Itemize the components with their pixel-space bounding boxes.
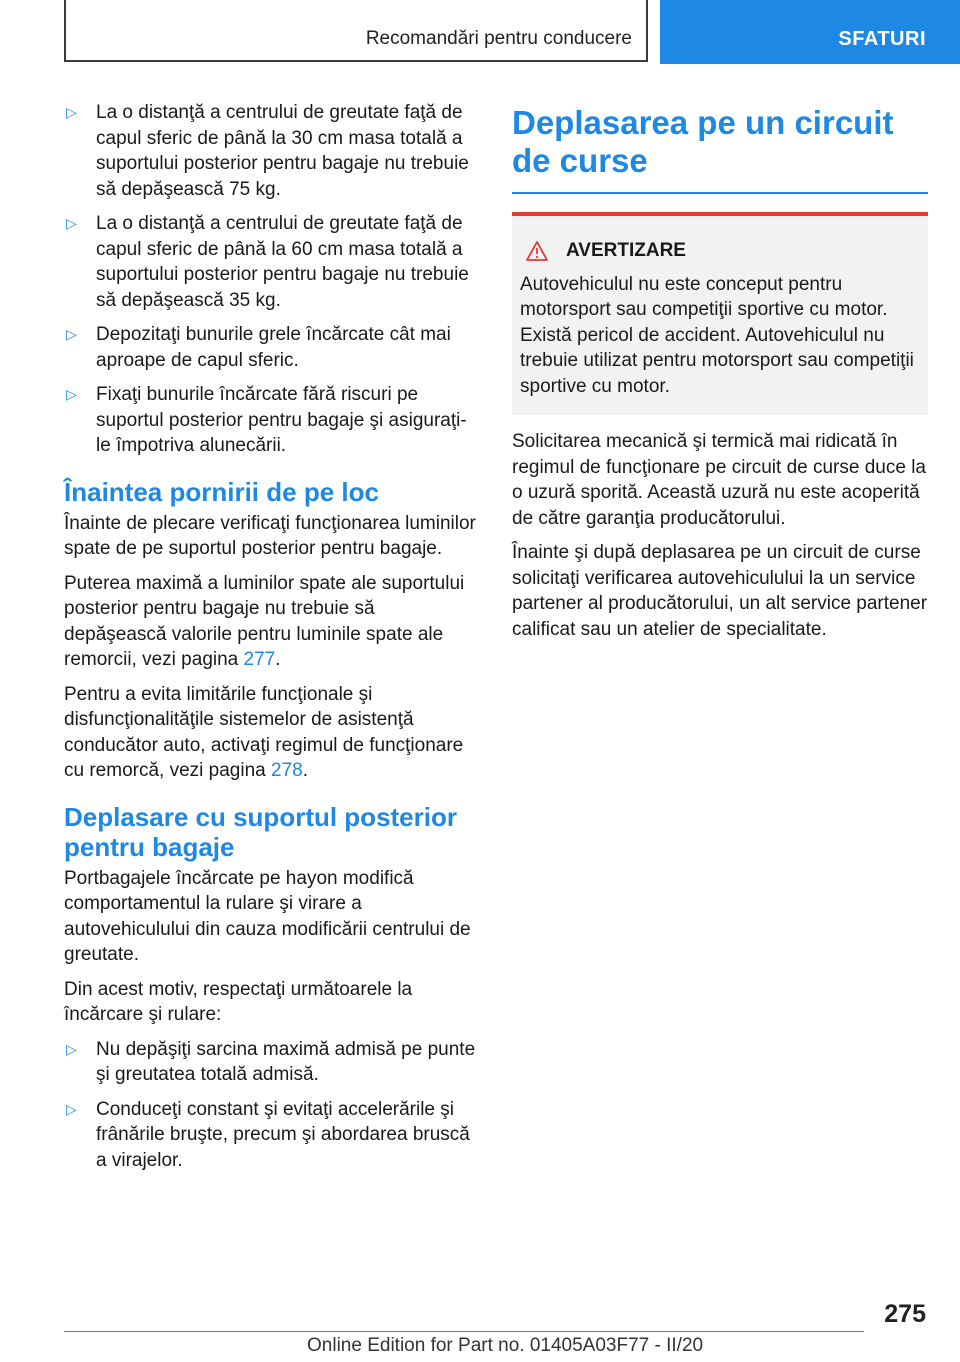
page-link-278[interactable]: 278 xyxy=(271,760,303,781)
paragraph: Înainte şi după deplasarea pe un circuit de curse solicitaţi verificarea autovehiculului la un service partener al producătorului, un alt service partener calificat sau un atelier de specialitate. xyxy=(512,542,928,640)
section-heading-before-start: Înaintea pornirii de pe loc xyxy=(64,476,379,507)
warning-title: AVERTIZARE xyxy=(520,238,920,264)
right-column xyxy=(512,104,928,651)
bullet-triangle-icon: ▷ xyxy=(66,326,77,342)
chapter-title: Recomandări pentru conducere xyxy=(365,28,632,49)
paragraph: Portbagajele încărcate pe hayon modifică comportamentul la rulare şi virare a autovehiculului din cauza modificării centrului de greutate. xyxy=(64,867,471,965)
paragraph: Înainte de plecare verificaţi funcţionarea luminilor spate de pe suportul posterior pentru bagaje. xyxy=(64,512,476,559)
bullet-triangle-icon: ▷ xyxy=(66,215,77,231)
paragraph: Solicitarea mecanică şi termică mai ridicată în regimul de funcţionare pe circuit de curse duce la o uzură sporită. Această uzură nu este acoperită de către garanţia producătorului. xyxy=(512,431,927,529)
footer-edition: Online Edition for Part no. 01405A03F77 - II/20 xyxy=(307,1335,704,1356)
bullet-triangle-icon: ▷ xyxy=(66,1100,77,1117)
left-column xyxy=(64,100,480,1182)
list-item-text: Fixaţi bunurile încărcate fără riscuri pe suportul posterior pentru bagaje şi asiguraţi-le împotriva alunecării. xyxy=(96,384,467,456)
list-item xyxy=(64,1037,480,1088)
page-link-277[interactable]: 277 xyxy=(243,649,276,670)
bullet-triangle-icon: ▷ xyxy=(66,1040,77,1057)
list-item xyxy=(64,322,480,373)
section-heading-rear-carrier: Deplasare cu suportul posterior pentru bagaje xyxy=(64,801,457,862)
section-tab-label: SFATURI xyxy=(838,28,926,50)
bullet-list-top xyxy=(64,100,480,459)
page-title: Deplasarea pe un circuit de curse xyxy=(512,104,928,194)
list-item xyxy=(64,211,480,313)
list-item-text: Nu depăşiţi sarcina maximă admisă pe punte şi greutatea totală admisă. xyxy=(96,1038,476,1085)
list-item xyxy=(64,382,480,459)
paragraph: Pentru a evita limitările funcţionale şi disfuncţionalităţile sistemelor de asistenţă conducător auto, activaţi regimul de funcţionare cu remorcă, vezi pagina 278. xyxy=(64,683,464,781)
list-item xyxy=(64,100,480,202)
warning-box xyxy=(512,212,928,415)
warning-triangle-icon xyxy=(526,241,548,261)
list-item-text: La o distanţă a centrului de greutate faţă de capul sferic de până la 60 cm masa totală a suportului posterior pentru bagaje nu trebuie să depăşească 35 kg. xyxy=(96,213,469,311)
list-item-text: La o distanţă a centrului de greutate faţă de capul sferic de până la 30 cm masa totală a suportului posterior pentru bagaje nu trebuie să depăşească 75 kg. xyxy=(96,102,469,200)
footer-divider xyxy=(64,1331,864,1332)
bullet-list-bottom xyxy=(64,1037,480,1174)
warning-text: Autovehiculul nu este conceput pentru motorsport sau competiţii sportive cu motor. Există pericol de accident. Autovehiculul nu trebuie utilizat pentru motorsport sau competiţii sportive cu motor. xyxy=(520,273,914,397)
page-number: 275 xyxy=(884,1300,926,1328)
list-item-text: Conduceţi constant şi evitaţi accelerările şi frânările bruşte, precum şi abordarea bruscă a virajelor. xyxy=(96,1098,470,1171)
section-tab[interactable] xyxy=(660,0,960,64)
paragraph: Din acest motiv, respectaţi următoarele la încărcare şi rulare: xyxy=(64,978,413,1025)
bullet-triangle-icon: ▷ xyxy=(66,104,77,120)
bullet-triangle-icon: ▷ xyxy=(66,386,77,402)
list-item-text: Depozitaţi bunurile grele încărcate cât mai aproape de capul sferic. xyxy=(96,324,451,371)
paragraph: Puterea maximă a luminilor spate ale suportului posterior pentru bagaje nu trebuie să depăşească valorile pentru luminile spate ale remorcii, vezi pagina 277. xyxy=(64,572,465,670)
list-item xyxy=(64,1097,480,1174)
header-chapter-box xyxy=(64,0,648,62)
